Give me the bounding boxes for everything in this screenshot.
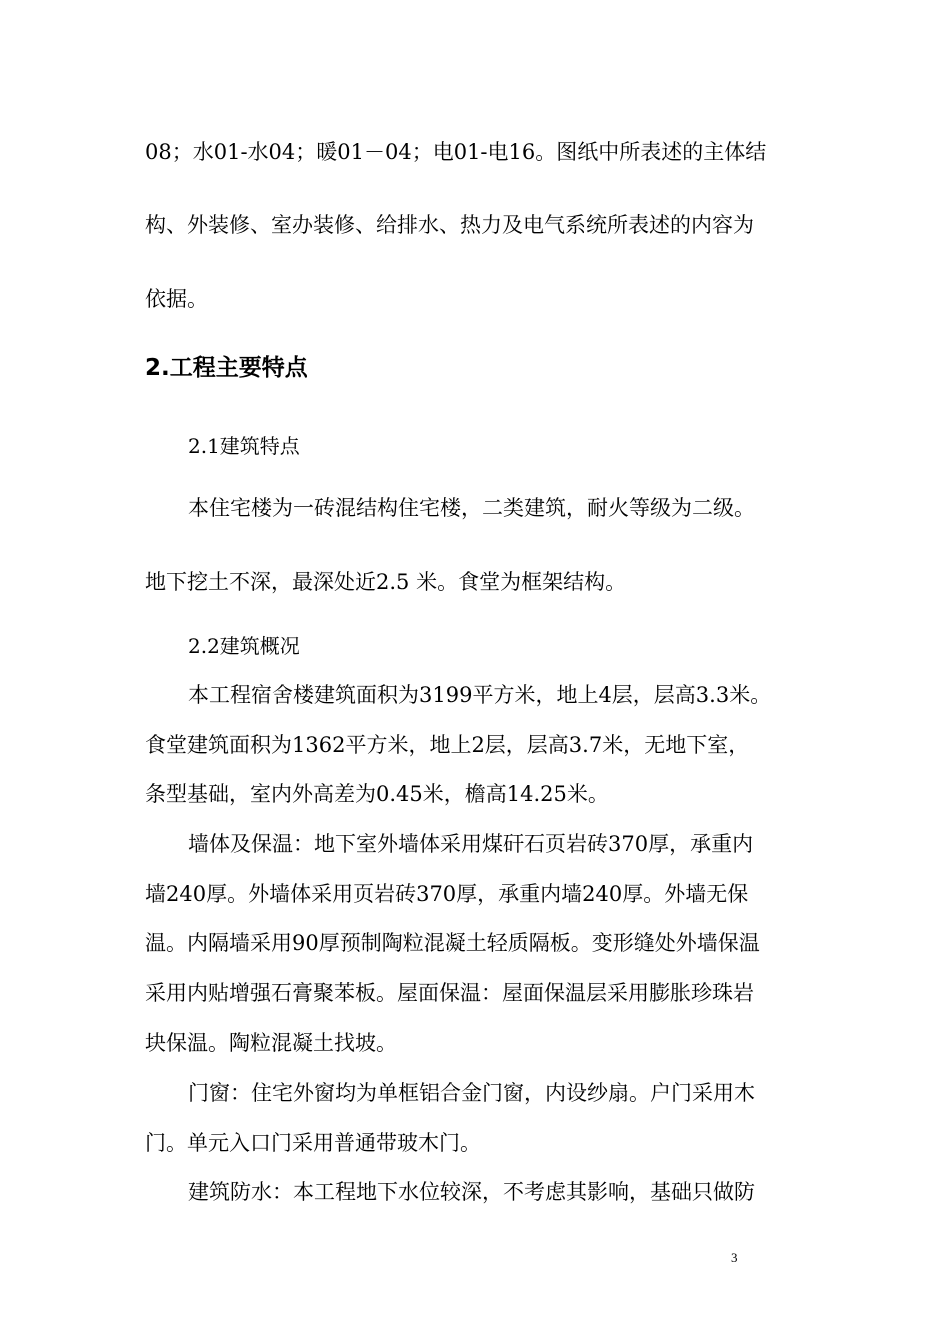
paragraph-line: 08；水01-水04；暖01－04；电01-电16。图纸中所表述的主体结 bbox=[145, 140, 767, 164]
subsection-title: 2.2建筑概况 bbox=[188, 634, 300, 658]
paragraph-line: 门窗：住宅外窗均为单框铝合金门窗，内设纱扇。户门采用木 bbox=[188, 1081, 755, 1105]
paragraph-line: 条型基础，室内外高差为0.45米，檐高14.25米。 bbox=[145, 782, 609, 806]
paragraph-line: 块保温。陶粒混凝土找坡。 bbox=[145, 1031, 397, 1055]
paragraph-line: 墙体及保温：地下室外墙体采用煤矸石页岩砖370厚，承重内 bbox=[188, 832, 754, 856]
paragraph-line: 地下挖土不深，最深处近2.5 米。食堂为框架结构。 bbox=[145, 570, 627, 594]
page-number: 3 bbox=[731, 1250, 738, 1265]
paragraph-line: 本工程宿舍楼建筑面积为3199平方米，地上4层，层高3.3米。 bbox=[188, 683, 772, 707]
paragraph-line: 食堂建筑面积为1362平方米，地上2层，层高3.7米，无地下室， bbox=[145, 733, 750, 757]
paragraph-line: 本住宅楼为一砖混结构住宅楼，二类建筑，耐火等级为二级。 bbox=[188, 496, 755, 520]
paragraph-line: 依据。 bbox=[145, 287, 208, 311]
paragraph-line: 门。单元入口门采用普通带玻木门。 bbox=[145, 1131, 481, 1155]
subsection-title: 2.1建筑特点 bbox=[188, 434, 300, 458]
section-heading: 2.工程主要特点 bbox=[145, 355, 308, 381]
paragraph-line: 构、外装修、室办装修、给排水、热力及电气系统所表述的内容为 bbox=[145, 213, 754, 237]
paragraph-line: 温。内隔墙采用90厚预制陶粒混凝土轻质隔板。变形缝处外墙保温 bbox=[145, 931, 760, 955]
paragraph-line: 采用内贴增强石膏聚苯板。屋面保温：屋面保温层采用膨胀珍珠岩 bbox=[145, 981, 754, 1005]
paragraph-line: 墙240厚。外墙体采用页岩砖370厚，承重内墙240厚。外墙无保 bbox=[145, 882, 749, 906]
paragraph-line: 建筑防水：本工程地下水位较深，不考虑其影响，基础只做防 bbox=[188, 1180, 755, 1204]
